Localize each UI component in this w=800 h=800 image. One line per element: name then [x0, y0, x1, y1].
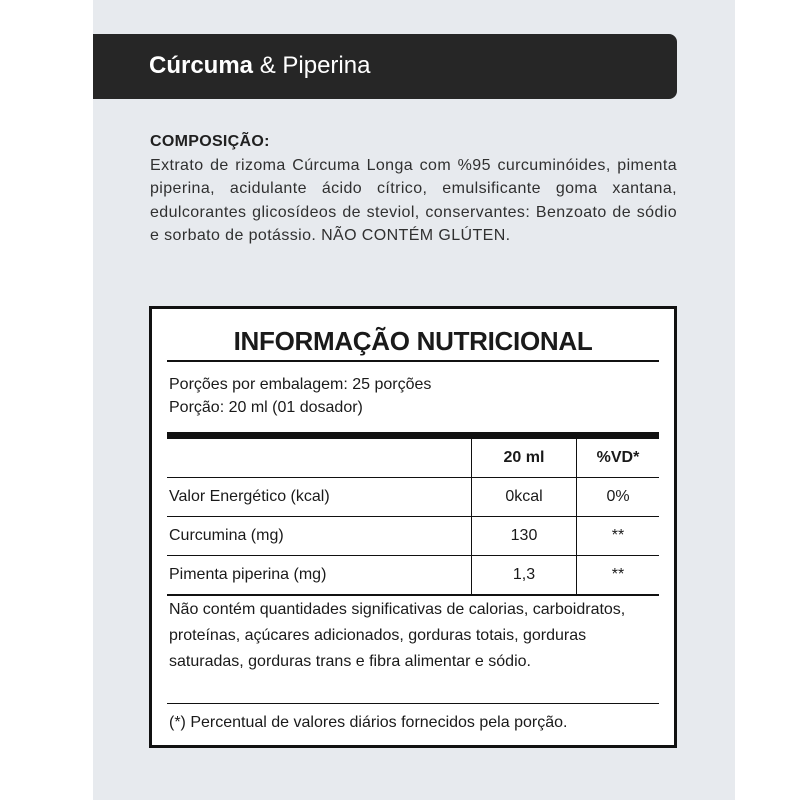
composition-heading: COMPOSIÇÃO: [150, 133, 270, 150]
portions-per-package: Porções por embalagem: 25 porções [169, 376, 432, 393]
composition-section [150, 130, 677, 248]
portion-size: Porção: 20 ml (01 dosador) [169, 399, 363, 416]
nutrition-title: INFORMAÇÃO NUTRICIONAL [233, 326, 593, 356]
thick-divider [167, 432, 659, 439]
nutrient-daily-value: ** [577, 517, 660, 556]
table-header-row [167, 439, 659, 478]
nutrient-amount: 0kcal [472, 478, 577, 517]
header-daily-value: %VD* [577, 439, 660, 478]
footnote-divider [167, 703, 659, 704]
nutrient-daily-value: 0% [577, 478, 660, 517]
nutrition-note: Não contém quantidades significativas de calorias, carboidratos, proteínas, açúcares adicionados, gorduras totais, gorduras saturadas, gorduras trans e fibra alimentar e sódio. [169, 601, 626, 670]
nutrition-footnote: (*) Percentual de valores diários fornecidos pela porção. [169, 714, 568, 731]
nutrient-name: Valor Energético (kcal) [167, 478, 472, 517]
product-title-rest: & Piperina [253, 52, 371, 79]
nutrient-amount: 130 [472, 517, 577, 556]
nutrient-name: Curcumina (mg) [167, 517, 472, 556]
composition-text: Extrato de rizoma Cúrcuma Longa com %95 curcuminóides, pimenta piperina, acidulante ácido cítrico, emulsificante goma xantana, edulcorantes glicosídeos de steviol, conservantes: Benzoato de sódio e sorbato de potássio. NÃO CONTÉM GLÚTEN. [150, 156, 677, 244]
nutrient-name: Pimenta piperina (mg) [167, 556, 472, 596]
nutrition-table [167, 439, 659, 596]
nutrient-amount: 1,3 [472, 556, 577, 596]
nutrition-facts-box [149, 306, 677, 748]
product-title-bold: Cúrcuma [149, 52, 254, 79]
table-row [167, 517, 659, 556]
product-title [149, 50, 370, 82]
header-amount: 20 ml [472, 439, 577, 478]
divider-line [167, 360, 659, 362]
nutrient-daily-value: ** [577, 556, 660, 596]
portion-info [169, 373, 431, 419]
header-nutrient [167, 439, 472, 478]
product-title-banner [93, 34, 677, 99]
table-row [167, 478, 659, 517]
table-row [167, 556, 659, 596]
